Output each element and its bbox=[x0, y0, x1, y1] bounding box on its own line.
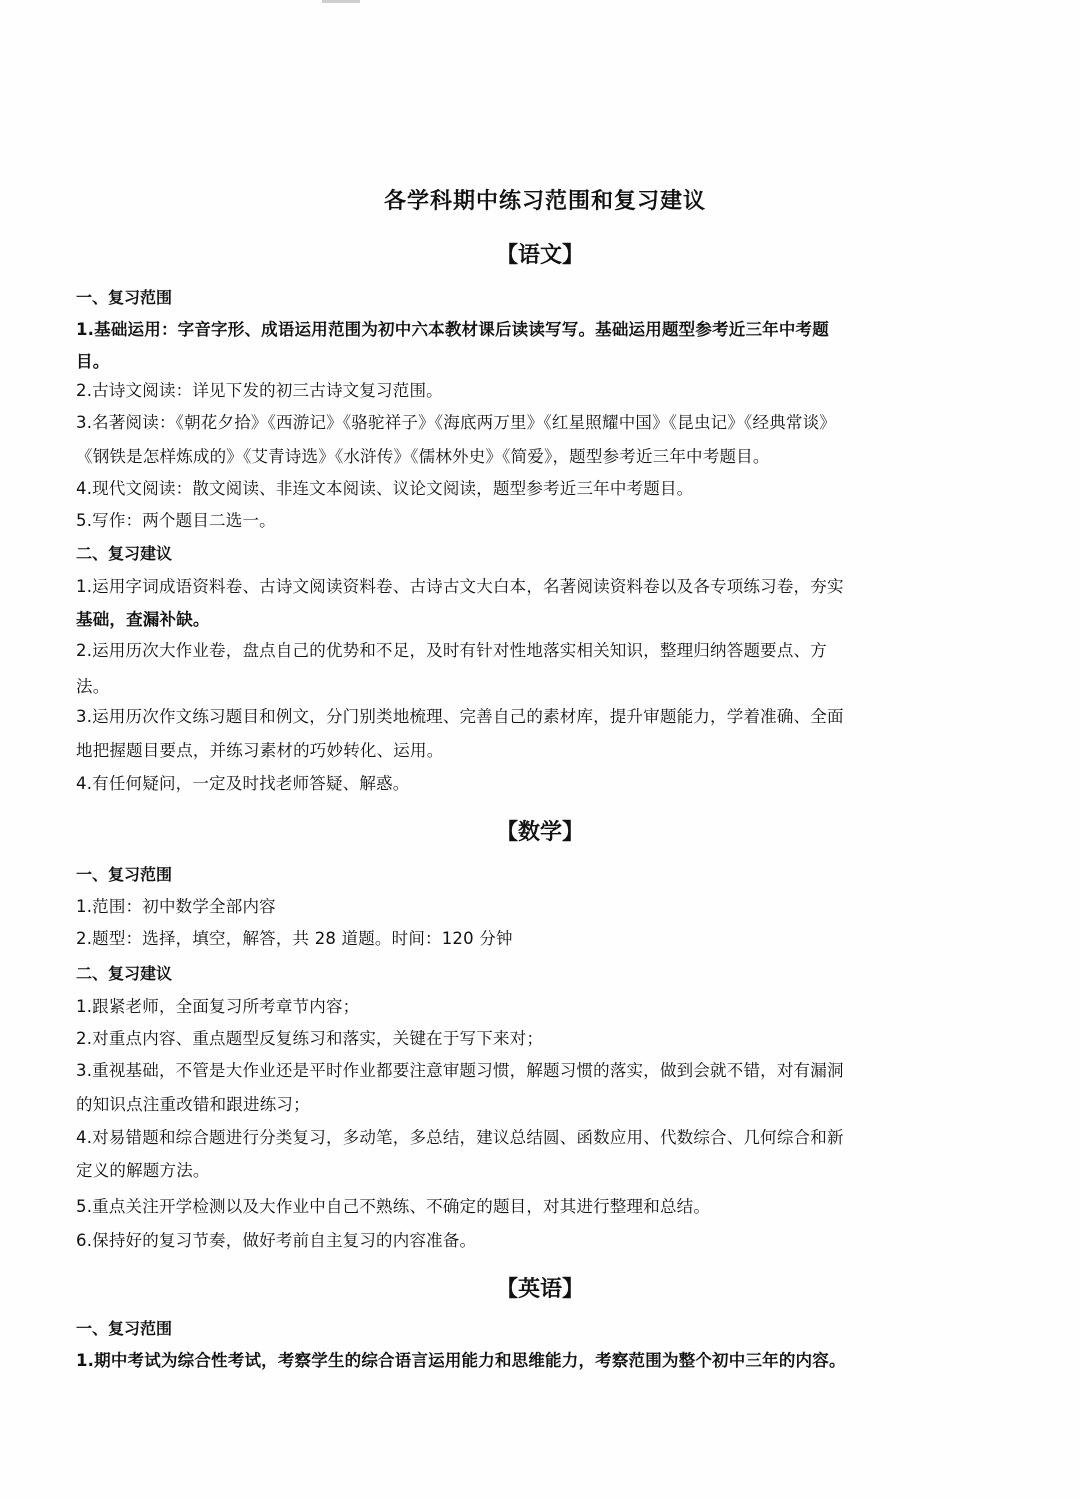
math-advice-line: 4.对易错题和综合题进行分类复习，多动笔，多总结，建议总结圆、函数应用、代数综合、几何综合和新 bbox=[76, 1128, 844, 1147]
english-scope-line: 1.期中考试为综合性考试，考察学生的综合语言运用能力和思维能力，考察范围为整个初中三年的内容。 bbox=[76, 1351, 846, 1370]
document-title: 各学科期中练习范围和复习建议 bbox=[383, 189, 706, 214]
chinese-advice-line: 1.运用字词成语资料卷、古诗文阅读资料卷、古诗古文大白本，名著阅读资料卷以及各专项练习卷，夯实 bbox=[76, 577, 844, 596]
math-section-advice-heading: 二、复习建议 bbox=[76, 964, 173, 983]
math-scope-line: 2.题型：选择，填空，解答，共 28 道题。时间：120 分钟 bbox=[76, 929, 513, 948]
chinese-scope-line: 目。 bbox=[76, 352, 110, 371]
chinese-advice-line: 地把握题目要点，并练习素材的巧妙转化、运用。 bbox=[76, 741, 444, 760]
chinese-scope-line: 3.名著阅读：《朝花夕拾》《西游记》《骆驼祥子》《海底两万里》《红星照耀中国》《昆虫记》《经典常谈》 bbox=[76, 413, 836, 432]
chinese-advice-line: 法。 bbox=[76, 677, 110, 696]
subject-heading-english: 【英语】 bbox=[495, 1277, 584, 1302]
chinese-section-advice-heading: 二、复习建议 bbox=[76, 544, 173, 563]
math-advice-line: 定义的解题方法。 bbox=[76, 1161, 210, 1180]
math-advice-line: 1.跟紧老师，全面复习所考章节内容； bbox=[76, 997, 360, 1016]
subject-heading-math: 【数学】 bbox=[495, 820, 584, 845]
chinese-scope-line: 《钢铁是怎样炼成的》《艾青诗选》《水浒传》《儒林外史》《简爱》，题型参考近三年中考题目。 bbox=[76, 447, 770, 466]
math-advice-line: 的知识点注重改错和跟进练习； bbox=[76, 1095, 310, 1114]
chinese-scope-line: 5.写作：两个题目二选一。 bbox=[76, 511, 276, 530]
math-advice-line: 5.重点关注开学检测以及大作业中自己不熟练、不确定的题目，对其进行整理和总结。 bbox=[76, 1197, 711, 1216]
subject-heading-chinese: 【语文】 bbox=[495, 243, 584, 268]
math-advice-line: 2.对重点内容、重点题型反复练习和落实，关键在于写下来对； bbox=[76, 1029, 544, 1048]
math-scope-line: 1.范围：初中数学全部内容 bbox=[76, 897, 276, 916]
chinese-advice-line: 4.有任何疑问，一定及时找老师答疑、解惑。 bbox=[76, 774, 410, 793]
chinese-advice-line: 2.运用历次大作业卷，盘点自己的优势和不足，及时有针对性地落实相关知识，整理归纳答题要点、方 bbox=[76, 641, 827, 660]
chinese-scope-line: 1.基础运用：字音字形、成语运用范围为初中六本教材课后读读写写。基础运用题型参考近三年中考题 bbox=[76, 320, 829, 339]
chinese-scope-line: 2.古诗文阅读：详见下发的初三古诗文复习范围。 bbox=[76, 381, 443, 400]
math-advice-line: 6.保持好的复习节奏，做好考前自主复习的内容准备。 bbox=[76, 1231, 477, 1250]
chinese-section-scope-heading: 一、复习范围 bbox=[76, 288, 173, 307]
scan-mark bbox=[322, 0, 360, 3]
math-section-scope-heading: 一、复习范围 bbox=[76, 865, 173, 884]
math-advice-line: 3.重视基础，不管是大作业还是平时作业都要注意审题习惯，解题习惯的落实，做到会就不错，对有漏洞 bbox=[76, 1061, 844, 1080]
english-section-scope-heading: 一、复习范围 bbox=[76, 1319, 173, 1338]
chinese-scope-line: 4.现代文阅读：散文阅读、非连文本阅读、议论文阅读，题型参考近三年中考题目。 bbox=[76, 479, 694, 498]
chinese-advice-line: 基础，查漏补缺。 bbox=[76, 610, 210, 629]
chinese-advice-line: 3.运用历次作文练习题目和例文，分门别类地梳理、完善自己的素材库，提升审题能力，学着准确、全面 bbox=[76, 707, 844, 726]
